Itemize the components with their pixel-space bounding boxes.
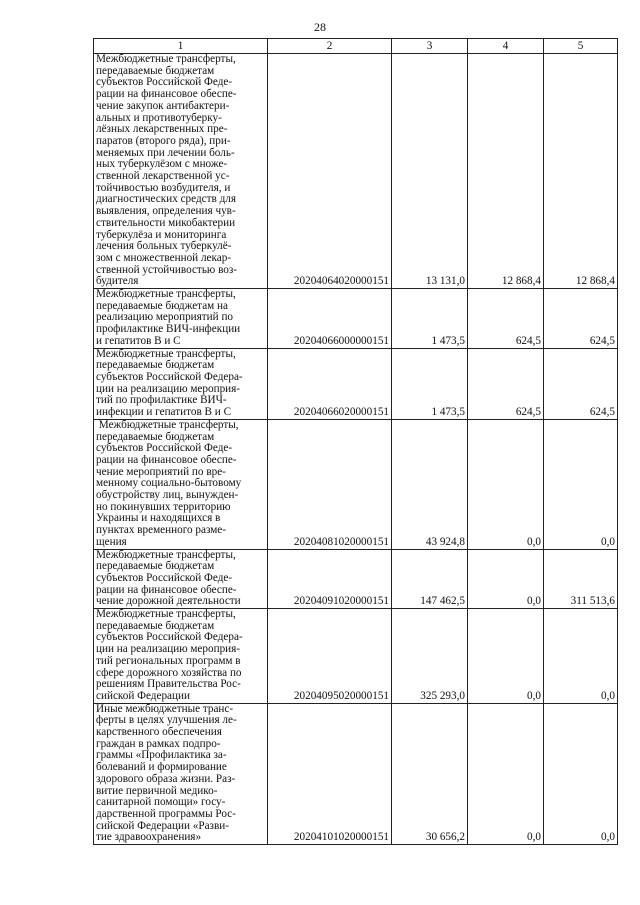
transfer-name-line: тий региональных программ в bbox=[96, 654, 241, 667]
header-col-2: 2 bbox=[268, 39, 392, 54]
transfer-name-line: субъектов Российской Федера- bbox=[96, 631, 243, 644]
transfer-name-line: сийской Федерации bbox=[96, 689, 190, 702]
transfer-name-line: Межбюджетные трансферты, bbox=[96, 288, 236, 301]
value-col-5-cell: 624,5 bbox=[544, 348, 618, 419]
transfer-name-line: чение мероприятий по вре- bbox=[96, 465, 226, 478]
transfer-name-line: дарственной программы Рос- bbox=[96, 808, 236, 820]
transfer-name-line: зом с множественной лекар- bbox=[96, 251, 232, 264]
header-col-3: 3 bbox=[392, 39, 468, 54]
transfer-name-line: решениям Правительства Рос- bbox=[96, 678, 241, 691]
value-col-5-cell: 0,0 bbox=[544, 419, 618, 549]
transfer-name-line: передаваемые бюджетам bbox=[96, 619, 215, 632]
transfer-name-line: инфекции и гепатитов В и С bbox=[96, 406, 232, 419]
transfer-name-line: обустройству лиц, вынужден- bbox=[96, 489, 239, 502]
transfer-name-cell bbox=[94, 348, 268, 419]
transfer-name-line: ции на реализацию мероприя- bbox=[96, 643, 241, 656]
header-row bbox=[94, 39, 618, 54]
transfer-name-line: витие первичной медико- bbox=[96, 784, 218, 797]
transfer-name-line: граждан в рамках подпро- bbox=[96, 737, 221, 750]
table-row bbox=[94, 54, 618, 289]
transfer-name-line: субъектов Российской Феде- bbox=[96, 442, 233, 455]
header-col-5: 5 bbox=[544, 39, 618, 54]
transfer-name-cell bbox=[94, 419, 268, 549]
transfer-name-line: Межбюджетные трансферты, bbox=[96, 418, 239, 431]
transfer-name-line: реализацию мероприятий по bbox=[96, 311, 234, 324]
page-number: 28 bbox=[314, 20, 326, 34]
transfer-name-line: профилактике ВИЧ-инфекции bbox=[96, 323, 241, 336]
transfer-name-line: ствительности микобактерии bbox=[96, 216, 236, 229]
transfer-name-line: диагностических средств для bbox=[96, 193, 237, 206]
transfer-name-line: паратов (второго ряда), при- bbox=[96, 134, 231, 147]
budget-code-cell: 20204095020000151 bbox=[268, 609, 392, 704]
transfer-name-line: субъектов Российской Феде- bbox=[96, 571, 233, 584]
transfer-name-line: Межбюджетные трансферты, bbox=[96, 53, 236, 65]
transfer-name-line: субъектов Российской Федера- bbox=[96, 370, 243, 383]
value-col-4-cell: 624,5 bbox=[468, 348, 544, 419]
budget-code-cell: 20204064020000151 bbox=[268, 54, 392, 289]
transfer-name-line: рации на финансовое обеспе- bbox=[96, 453, 237, 466]
transfer-name-cell bbox=[94, 549, 268, 609]
transfer-name-line: Межбюджетные трансферты, bbox=[96, 548, 236, 561]
budget-table bbox=[93, 38, 618, 845]
value-col-3-cell: 43 924,8 bbox=[392, 419, 468, 549]
value-col-5-cell: 0,0 bbox=[544, 609, 618, 704]
budget-code-cell: 20204066020000151 bbox=[268, 348, 392, 419]
transfer-name-line: передаваемые бюджетам bbox=[96, 64, 215, 77]
value-col-3-cell: 147 462,5 bbox=[392, 549, 468, 609]
transfer-name-cell bbox=[94, 609, 268, 704]
value-col-4-cell: 0,0 bbox=[468, 609, 544, 704]
budget-code-cell: 20204091020000151 bbox=[268, 549, 392, 609]
value-col-3-cell: 1 473,5 bbox=[392, 289, 468, 349]
table-row bbox=[94, 289, 618, 349]
transfer-name-line: чение дорожной деятельности bbox=[96, 595, 241, 608]
transfer-name-line: передаваемые бюджетам bbox=[96, 359, 215, 372]
transfer-name-line: но покинувших территорию bbox=[96, 500, 231, 513]
transfer-name-line: санитарной помощи» госу- bbox=[96, 796, 226, 809]
table-row bbox=[94, 609, 618, 704]
transfer-name-line: менному социально-бытовому bbox=[96, 477, 242, 490]
transfer-name-line: Межбюджетные трансферты, bbox=[96, 347, 236, 360]
transfer-name-cell bbox=[94, 54, 268, 289]
transfer-name-line: тойчивостью возбудителя, и bbox=[96, 181, 231, 194]
transfer-name-line: Украины и находящихся в bbox=[96, 512, 221, 525]
transfer-name-line: рации на финансовое обеспе- bbox=[96, 583, 237, 596]
value-col-5-cell: 12 868,4 bbox=[544, 54, 618, 289]
transfer-name-line: пунктах временного разме- bbox=[96, 524, 226, 537]
value-col-4-cell: 624,5 bbox=[468, 289, 544, 349]
transfer-name-line: будителя bbox=[96, 275, 139, 288]
transfer-name-line: рации на финансовое обеспе- bbox=[96, 88, 237, 101]
table-row bbox=[94, 703, 618, 844]
transfer-name-line: выявления, определения чув- bbox=[96, 205, 236, 218]
value-col-5-cell: 0,0 bbox=[544, 703, 618, 844]
transfer-name-line: ферты в целях улучшения ле- bbox=[96, 714, 237, 727]
transfer-name-line: меняемых при лечении боль- bbox=[96, 146, 235, 159]
transfer-name-line: лёзных лекарственных пре- bbox=[96, 123, 228, 136]
transfer-name-line: Иные межбюджетные транс- bbox=[96, 702, 234, 715]
transfer-name-line: щения bbox=[96, 535, 127, 548]
budget-code-cell: 20204081020000151 bbox=[268, 419, 392, 549]
transfer-name-cell bbox=[94, 703, 268, 844]
value-col-4-cell: 0,0 bbox=[468, 703, 544, 844]
transfer-name-line: чение закупок антибактери- bbox=[96, 99, 230, 112]
table-row bbox=[94, 549, 618, 609]
value-col-4-cell: 12 868,4 bbox=[468, 54, 544, 289]
transfer-name-cell bbox=[94, 289, 268, 349]
transfer-name-line: здорового образа жизни. Раз- bbox=[96, 772, 236, 785]
transfer-name-line: туберкулёза и мониторинга bbox=[96, 228, 227, 241]
budget-code-cell: 20204066000000151 bbox=[268, 289, 392, 349]
table-row bbox=[94, 348, 618, 419]
value-col-3-cell: 13 131,0 bbox=[392, 54, 468, 289]
transfer-name-line: передаваемые бюджетам bbox=[96, 430, 215, 443]
transfer-name-line: сфере дорожного хозяйства по bbox=[96, 666, 242, 679]
transfer-name-line: ственной устойчивостью воз- bbox=[96, 263, 238, 276]
value-col-3-cell: 30 656,2 bbox=[392, 703, 468, 844]
budget-code-cell: 20204101020000151 bbox=[268, 703, 392, 844]
transfer-name-line: ции на реализацию мероприя- bbox=[96, 382, 241, 395]
transfer-name-line: и гепатитов В и С bbox=[96, 334, 181, 347]
value-col-4-cell: 0,0 bbox=[468, 549, 544, 609]
value-col-3-cell: 1 473,5 bbox=[392, 348, 468, 419]
transfer-name-line: сийской Федерации «Разви- bbox=[96, 819, 229, 832]
transfer-name-line: болеваний и формирование bbox=[96, 761, 227, 774]
header-col-4: 4 bbox=[468, 39, 544, 54]
value-col-4-cell: 0,0 bbox=[468, 419, 544, 549]
transfer-name-line: лечения больных туберкулё- bbox=[96, 240, 232, 253]
value-col-3-cell: 325 293,0 bbox=[392, 609, 468, 704]
transfer-name-line: ных туберкулёзом с множе- bbox=[96, 158, 228, 171]
transfer-name-line: ственной лекарственной ус- bbox=[96, 170, 230, 183]
transfer-name-line: тие здравоохранения» bbox=[96, 831, 202, 844]
transfer-name-line: альных и противотуберку- bbox=[96, 111, 222, 124]
value-col-5-cell: 624,5 bbox=[544, 289, 618, 349]
transfer-name-line: тий по профилактике ВИЧ- bbox=[96, 394, 227, 407]
value-col-5-cell: 311 513,6 bbox=[544, 549, 618, 609]
transfer-name-line: передаваемые бюджетам на bbox=[96, 299, 228, 312]
transfer-name-line: карственного обеспечения bbox=[96, 726, 222, 739]
transfer-name-line: субъектов Российской Феде- bbox=[96, 76, 233, 89]
transfer-name-line: передаваемые бюджетам bbox=[96, 560, 215, 573]
header-col-1: 1 bbox=[94, 39, 268, 54]
transfer-name-line: граммы «Профилактика за- bbox=[96, 749, 227, 762]
transfer-name-line: Межбюджетные трансферты, bbox=[96, 608, 236, 621]
table-row bbox=[94, 419, 618, 549]
